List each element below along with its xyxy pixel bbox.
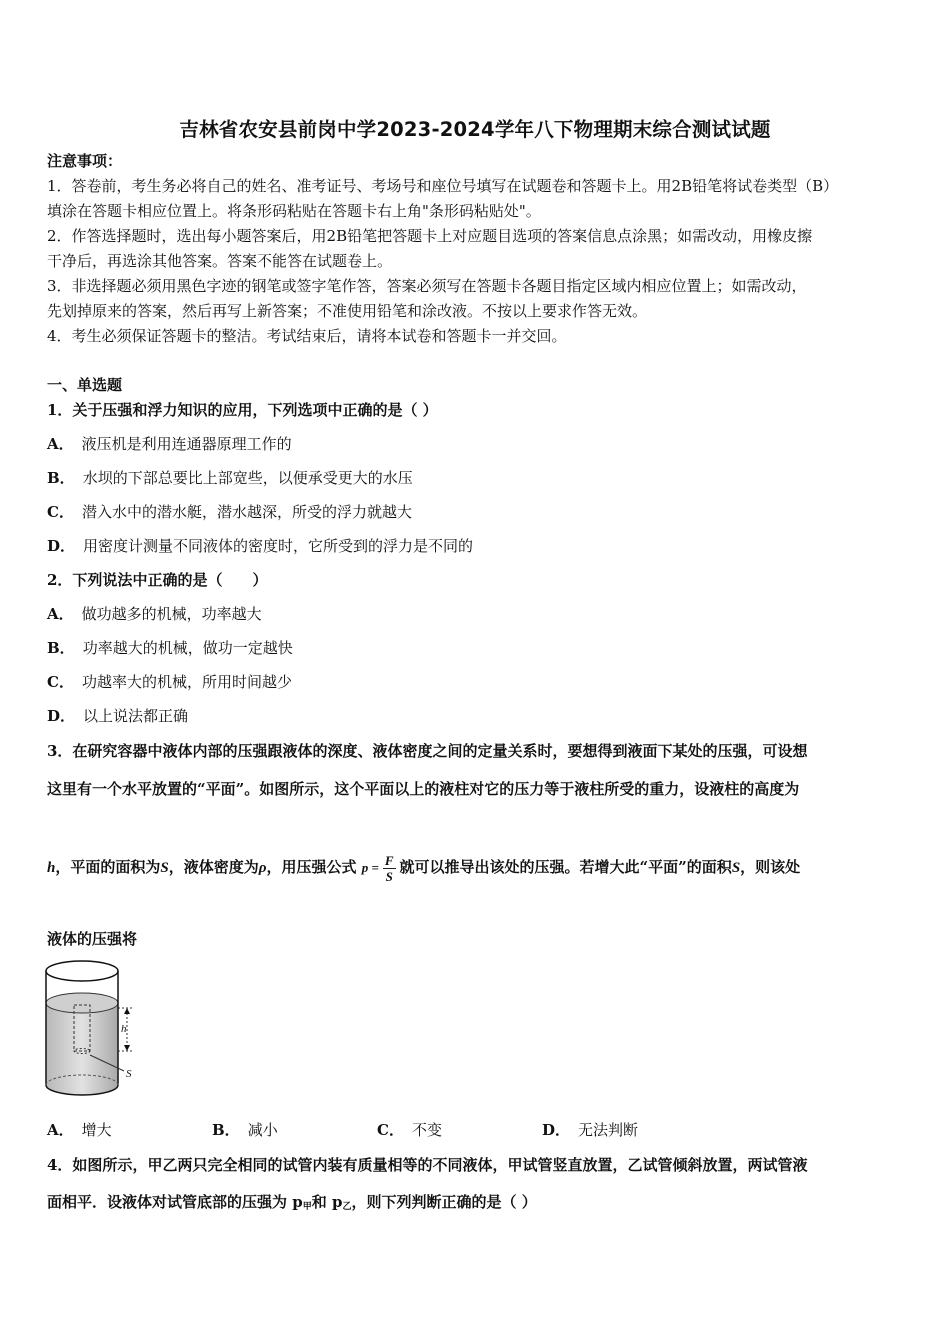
q4-stem-line1: 4．如图所示，甲乙两只完全相同的试管内装有质量相等的不同液体，甲试管竖直放置，乙试管倾斜放置，两试管液 — [47, 1156, 808, 1174]
q3-stem-line2: 这里有一个水平放置的“平面”。如图所示，这个平面以上的液柱对它的压力等于液柱所受的重力，设液柱的高度为 — [47, 780, 800, 798]
q3-option-b: B． 减小 — [212, 1121, 278, 1139]
q3-options — [47, 1120, 907, 1142]
notice-line: 1．答卷前，考生务必将自己的姓名、准考证号、考场号和座位号填写在试题卷和答题卡上。用2B铅笔将试卷类型（B） — [47, 177, 839, 195]
cylinder-figure — [40, 955, 150, 1100]
q3-option-a: A． 增大 — [47, 1121, 112, 1139]
figure-label-s: S — [126, 1068, 132, 1080]
pressure-formula: $\frac{F}{S}$ — [384, 852, 394, 884]
figure-label-h: h — [121, 1023, 127, 1035]
q2-option-a: A． 做功越多的机械，功率越大 — [47, 605, 262, 623]
q3-option-c: C． 不变 — [377, 1121, 442, 1139]
formula-lhs: p = — [361, 860, 379, 875]
notice-line: 干净后，再选涂其他答案。答案不能答在试题卷上。 — [47, 252, 393, 270]
page-title: 吉林省农安县前岗中学2023-2024学年八下物理期末综合测试试题 — [179, 118, 771, 141]
q2-option-c: C． 功越率大的机械，所用时间越少 — [47, 673, 292, 691]
q2-option-d: D． 以上说法都正确 — [47, 707, 189, 725]
notice-line: 4．考生必须保证答题卡的整洁。考试结束后，请将本试卷和答题卡一并交回。 — [47, 327, 567, 345]
q1-option-d: D． 用密度计测量不同液体的密度时，它所受到的浮力是不同的 — [47, 537, 474, 555]
q1-option-a: A． 液压机是利用连通器原理工作的 — [47, 435, 292, 453]
notice-line: 先划掉原来的答案，然后再写上新答案；不准使用铅笔和涂改液。不按以上要求作答无效。 — [47, 302, 648, 320]
notice-line: 2．作答选择题时，选出每小题答案后，用2B铅笔把答题卡上对应题目选项的答案信息点涂黑；如需改动，用橡皮擦 — [47, 227, 813, 245]
q3-stem-line4: 液体的压强将 — [47, 930, 138, 948]
notice-line: 3．非选择题必须用黑色字迹的钢笔或签字笔作答，答案必须写在答题卡各题目指定区域内相应位置上；如需改动， — [47, 277, 807, 295]
notice-line: 填涂在答题卡相应位置上。将条形码粘贴在答题卡右上角"条形码粘贴处"。 — [47, 202, 541, 220]
q3-option-d: D． 无法判断 — [542, 1121, 639, 1139]
q2-stem: 2．下列说法中正确的是（ ） — [47, 571, 268, 589]
q2-option-b: B． 功率越大的机械，做功一定越快 — [47, 639, 293, 657]
notice-heading: 注意事项： — [47, 152, 123, 170]
q3-stem-line1: 3．在研究容器中液体内部的压强跟液体的深度、液体密度之间的定量关系时，要想得到液面下某处的压强，可设想 — [47, 742, 808, 760]
q1-stem: 1．关于压强和浮力知识的应用，下列选项中正确的是（ ） — [47, 401, 438, 419]
q4-stem-line2: 面相平．设液体对试管底部的压强为 $p_甲$和 $p_乙$，则下列判断正确的是（ ） — [47, 1193, 537, 1212]
section-heading: 一、单选题 — [47, 376, 123, 394]
q1-option-b: B． 水坝的下部总要比上部宽些，以便承受更大的水压 — [47, 469, 413, 487]
q1-option-c: C． 潜入水中的潜水艇，潜水越深，所受的浮力就越大 — [47, 503, 412, 521]
q3-stem-line3: h，平面的面积为S，液体密度为ρ，用压强公式 p = $\frac{F}{S}$ 就可以推导出该处的压强。若增大此“平面”的面积S，则该处 — [47, 852, 801, 884]
